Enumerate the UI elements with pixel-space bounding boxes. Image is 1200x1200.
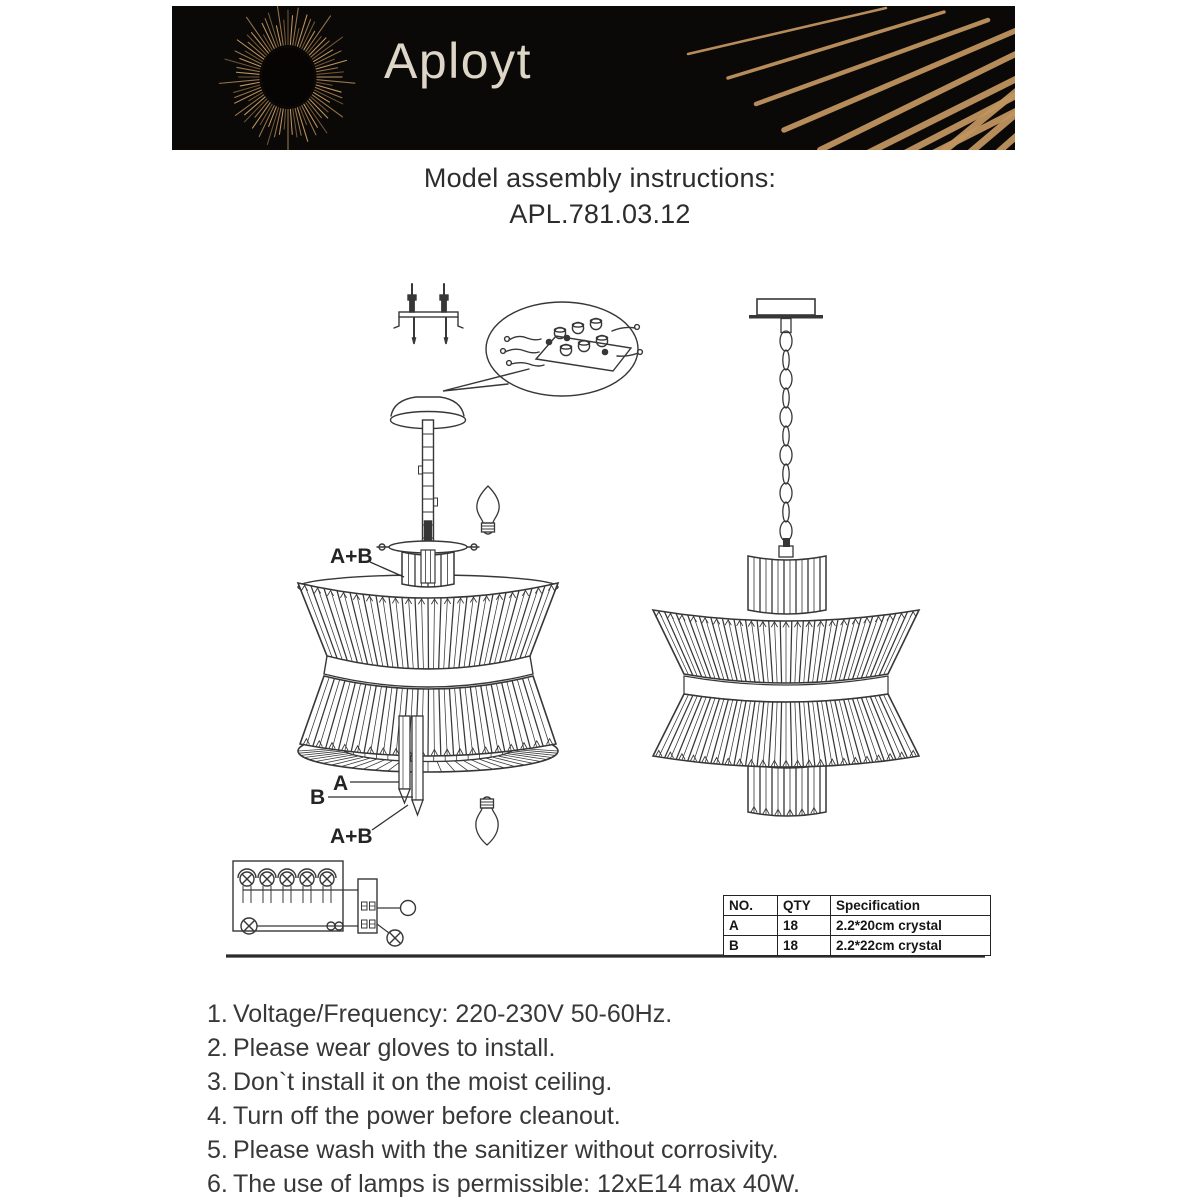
table-cell: A bbox=[724, 916, 778, 936]
label-top-a-plus-b: A+B bbox=[330, 545, 373, 568]
suspension-chain bbox=[780, 331, 792, 541]
table-cell: 2.2*22cm crystal bbox=[831, 936, 991, 956]
instruction-text: Please wash with the sanitizer without corrosivity. bbox=[233, 1136, 779, 1164]
instruction-text: Turn off the power before cleanout. bbox=[233, 1102, 621, 1130]
hanging-rod bbox=[419, 420, 438, 543]
instruction-number: 4. bbox=[207, 1102, 228, 1130]
instruction-text: The use of lamps is permissible: 12xE14 max 40W. bbox=[233, 1170, 800, 1198]
instruction-text: Voltage/Frequency: 220-230V 50-60Hz. bbox=[233, 1000, 673, 1028]
instruction-text: Don`t install it on the moist ceiling. bbox=[233, 1068, 613, 1096]
right-upper-tier bbox=[653, 610, 919, 683]
table-cell: 18 bbox=[778, 916, 831, 936]
instruction-item bbox=[207, 1065, 1077, 1099]
instruction-number: 6. bbox=[207, 1170, 228, 1198]
instructions-list bbox=[207, 997, 1077, 1200]
instruction-text: Please wear gloves to install. bbox=[233, 1034, 556, 1062]
label-crystal-b: B bbox=[310, 786, 326, 809]
model-number: APL.781.03.12 bbox=[509, 199, 691, 229]
lower-crystal-tier bbox=[300, 676, 556, 756]
page-title: Model assembly instructions: bbox=[423, 163, 777, 193]
table-row bbox=[724, 916, 991, 936]
wiring-diagram bbox=[233, 861, 416, 946]
label-bottom-a-plus-b: A+B bbox=[330, 825, 373, 848]
instruction-item bbox=[207, 1167, 1077, 1200]
instruction-item bbox=[207, 997, 1077, 1031]
instruction-number: 1. bbox=[207, 1000, 228, 1028]
instruction-item bbox=[207, 1031, 1077, 1065]
instruction-number: 2. bbox=[207, 1034, 228, 1062]
table-row bbox=[724, 936, 991, 956]
candle-bulb-top bbox=[477, 486, 499, 534]
table-cell: 2.2*20cm crystal bbox=[831, 916, 991, 936]
label-crystal-a: A bbox=[333, 772, 349, 795]
parts-table bbox=[723, 895, 991, 956]
candle-bulb-bottom bbox=[476, 797, 498, 845]
table-cell: 18 bbox=[778, 936, 831, 956]
instruction-number: 3. bbox=[207, 1068, 228, 1096]
ground-symbol bbox=[401, 901, 416, 916]
instruction-item bbox=[207, 1133, 1077, 1167]
brand-wordmark: Aployt bbox=[384, 33, 532, 89]
instruction-number: 5. bbox=[207, 1136, 228, 1164]
ceiling-mount-box bbox=[757, 299, 815, 315]
table-cell: B bbox=[724, 936, 778, 956]
table-header-spec: Specification bbox=[831, 896, 991, 916]
top-drum bbox=[748, 556, 826, 614]
instruction-item bbox=[207, 1099, 1077, 1133]
terminal-block-callout bbox=[443, 302, 642, 396]
mounting-bracket bbox=[394, 284, 463, 344]
table-header-no: NO. bbox=[724, 896, 778, 916]
table-header-qty: QTY bbox=[778, 896, 831, 916]
assembled-side-view-diagram bbox=[653, 299, 919, 816]
